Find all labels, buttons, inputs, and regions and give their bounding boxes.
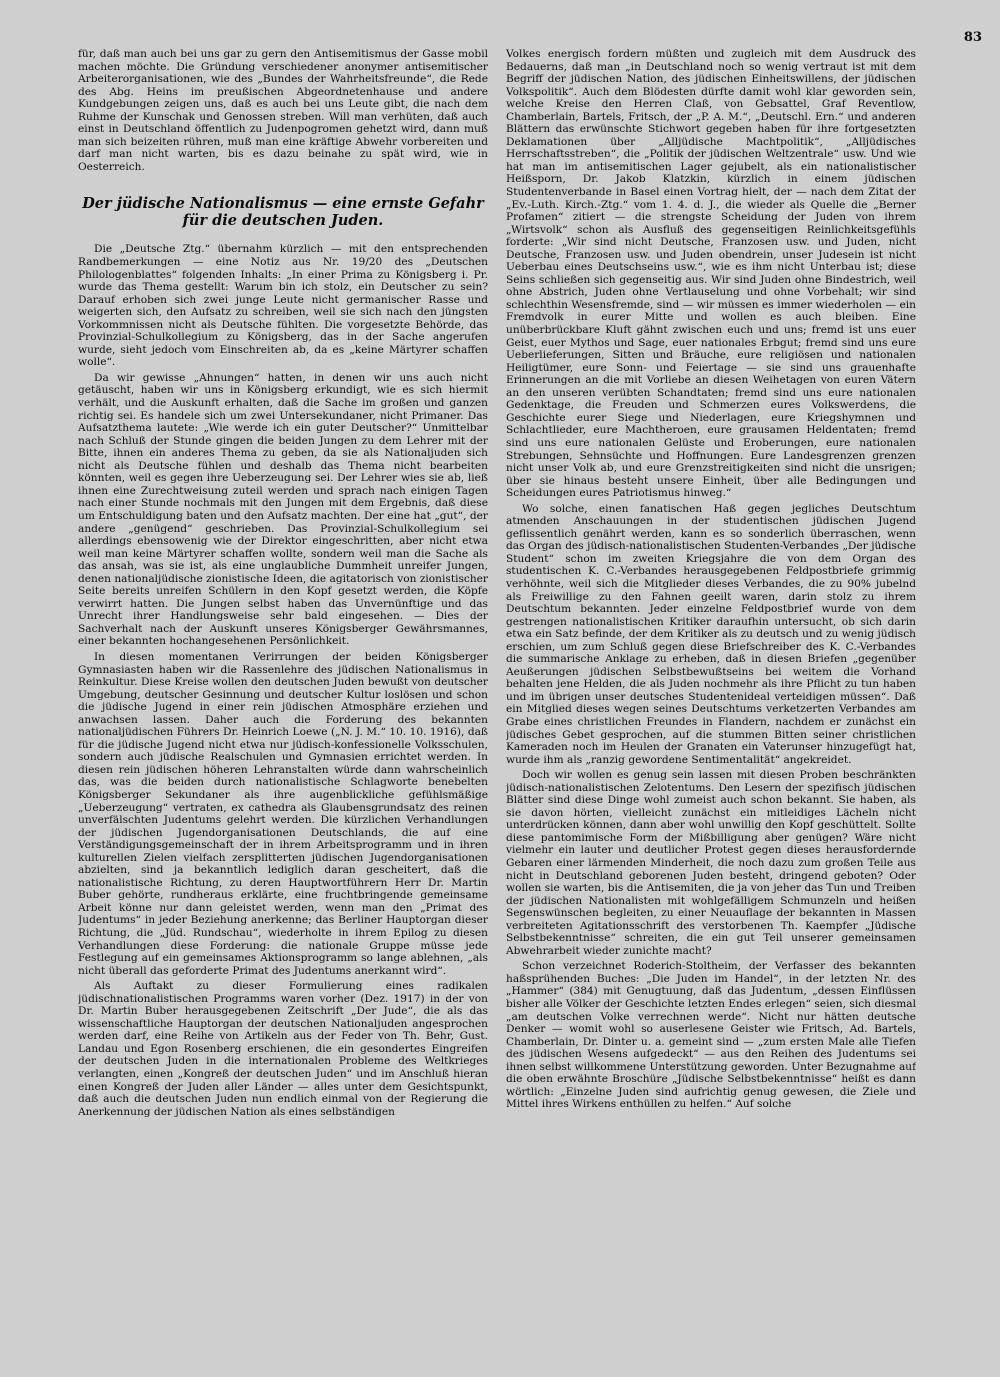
left-column [78, 48, 488, 1368]
article-heading [78, 195, 488, 229]
paragraph: Volkes energisch fordern müßten und zugleich mit dem Ausdruck des Bedauerns, daß man „in Deutschland noch so wenig vertraut ist mit dem Begriff der jüdischen Nation, des jüdischen Einheitswillens, der jüdischen Volkspolitik“. Auch dem Blödesten dürfte damit wohl klar geworden sein, welche Kreise den Herren Claß, von Gebsattel, Graf Reventlow, Chamberlain, Bartels, Fritsch, der „P. A. M.“, „Deutschl. Ern.“ und anderen Blättern das erwünschte Stichwort gegeben haben für ihre fortgesetzten Deklamationen über „Alljüdische Machtpolitik“, „Alljüdisches Herrschaftsstreben“, die „Politik der jüdischen Weltzentrale“ usw. Und wie hat man im antisemitischen Lager gejubelt, als ein nationalistischer Heißsporn, Dr. Jakob Klatzkin, kürzlich in einem jüdischen Studentenverbande in Basel einen Vortrag hielt, der — nach dem Zitat der „Ev.-Luth. Kirch.-Ztg.“ vom 1. 4. d. J., die wieder als Quelle die „Berner Profamen“ zitiert — die strengste Scheidung der Juden von ihrem „Wirtsvolk“ schon als Ausfluß des gegenseitigen Reinlichkeitsgefühls forderte: „Wir sind nicht Deutsche, Franzosen usw. und Juden, nicht Deutsche, Franzosen usw. und Juden obendrein, unser Judesein ist nicht Ueberbau eines Deutschseins usw.“, wie es ihm nicht Unterbau ist; diese Seins schließen sich gegenseitig aus. Wir sind Juden ohne Bindestrich, weil ohne Abstrich, Juden ohne Vertlauselung und ohne Vorbehalt; wir sind schlechthin Wesensfremde, sind — wir müssen es immer wiederholen — ein Fremdvolk in eurer Mitte und wollen es auch bleiben. Eine unüberbrückbare Kluft gähnt zwischen euch und uns; fremd ist uns euer Geist, euer Mythos und Sage, euer nationales Erbgut; fremd sind uns eure Ueberlieferungen, Sitten und Bräuche, eure religiösen und nationalen Heiligtümer, eure Sonn- und Feiertage — sie sind uns grauenhafte Erinnerungen an die mit Vorliebe an diesen Weihetagen von euren Vätern an den unseren verübten Schandtaten; fremd sind uns eure nationalen Gedenktage, die Freuden und Schmerzen eures Volkswerdens, die Geschichte eurer Siege und Niederlagen, eure Kriegshymnen und Schlachtlieder, eure Machtheroen, eure grausamen Heldentaten; fremd sind uns eure nationalen Gelüste und Eroberungen, eure nationalen Strebungen, Sehnsüchte und Hoffnungen. Eure Landesgrenzen grenzen nicht unser Volk ab, und eure Grenzstreitigkeiten sind nicht die unsrigen; über sie hinaus besteht unsere Einheit, über alle Bedingungen und Scheidungen eures Patriotismus hinweg.“ [506, 48, 916, 500]
paragraph: In diesen momentanen Verirrungen der beiden Königsberger Gymnasiasten haben wir die Rassenlehre des jüdischen Nationalismus in Reinkultur. Diese Kreise wollen den deutschen Juden bewußt von deutscher Umgebung, deutscher Gesinnung und deutscher Kultur loslösen und schon die jüdische Jugend in einer rein jüdischen Atmosphäre erziehen und anwachsen lassen. Daher auch die Forderung des bekannten nationaljüdischen Führers Dr. Heinrich Loewe („N. J. M.“ 10. 10. 1916), daß für die jüdische Jugend nicht etwa nur jüdisch-konfessionelle Volksschulen, sondern auch jüdische Realschulen und Gymnasien errichtet werden. In diesen rein jüdischen höheren Lehranstalten würde dann wahrscheinlich das, was die beiden durch nationalistische Schlagworte benebelten Königsberger Sekundaner als ihre augenblickliche gefühlsmäßige „Ueberzeugung“ vertraten, ex cathedra als Glaubensgrundsatz des reinen unverfälschten Judentums gelehrt werden. Die kürzlichen Verhandlungen der jüdischen Jugendorganisationen Deutschlands, die auf eine Verständigungsgemeinschaft der in ihrem Arbeitsprogramm und in ihren kulturellen Zielen vielfach zersplitterten jüdischen Jugendorganisationen abzielten, sind ja bekanntlich lediglich daran gescheitert, daß die nationalistische Richtung, zu deren Hauptwortführern Herr Dr. Martin Buber gehörte, rundheraus erklärte, eine fruchtbringende gemeinsame Arbeit könne nur dann geleistet werden, wenn man den „Primat des Judentums“ in jeder Beziehung anerkenne; das Berliner Hauptorgan dieser Richtung, die „Jüd. Rundschau“, wiederholte in ihrem Epilog zu diesen Verhandlungen diese Forderung: die nationale Gruppe müsse jede Festlegung auf ein gemeinsames Aktionsprogramm so lange ablehnen, „als nicht überall das geforderte Primat des Judentums anerkannt wird“. [78, 650, 488, 977]
paragraph: Die „Deutsche Ztg.“ übernahm kürzlich — mit den entsprechenden Randbemerkungen — eine Notiz aus Nr. 19/20 des „Deutschen Philologenblattes“ folgenden Inhalts: „In einer Prima zu Königsberg i. Pr. wurde das Thema gestellt: Warum bin ich stolz, ein Deutscher zu sein? Darauf erhoben sich zwei junge Leute nicht germanischer Rasse und weigerten sich, den Aufsatz zu schreiben, weil sie sich nach den jüngsten Vorkommnissen nicht als Deutsche fühlten. Die vorgesetzte Behörde, das Provinzial-Schulkollegium zu Königsberg, das in der Sache angerufen wurde, sieht jedoch vom Einschreiten ab, da es „keine Märtyrer schaffen wolle“. [78, 243, 488, 369]
paragraph: Wo solche, einen fanatischen Haß gegen jegliches Deutschtum atmenden Anschauungen in der studentischen jüdischen Jugend geflissentlich genährt werden, kann es so sonderlich überraschen, wenn das Organ des jüdisch-nationalistischen Studenten-Verbandes „Der jüdische Student“ schon im zweiten Kriegsjahre die von dem Organ des studentischen K. C.-Verbandes herausgegebenen Feldpostbriefe grimmig verhöhnte, weil sich die Mitglieder dieses Verbandes, die zu 90% jubelnd als Freiwillige zu den Fahnen geeilt waren, darin stolz zu ihrem Deutschtum bekannten. Jeder einzelne Feldpostbrief wurde von dem gestrengen nationalistischen Kritiker daraufhin untersucht, ob sich darin etwa ein Satz befinde, der dem Kritiker als zu deutsch und zu wenig jüdisch erschien, um zum Schluß gegen diese Briefschreiber des K. C.-Verbandes die summarische Anklage zu erheben, daß in diesen Briefen „gegenüber Aeußerungen jüdischen Selbstbewußtseins bei weitem die Vorhand behalten jene Helden, die als Juden nochmehr als ihre Pflicht zu tun haben und im übrigen unser deutsches Studentenideal verteidigen müssen“. Daß ein Mitglied dieses wegen seines Deutschtums verketzerten Verbandes am Grabe eines christlichen Freundes in Flandern, nachdem er zunächst ein jüdisches Gebet gesprochen, auf die stummen Bitten seiner christlichen Kameraden noch im Heulen der Granaten ein Vaterunser hinzugefügt hat, wurde ihm als „ranzig gewordene Sentimentalität“ angekreidet. [506, 502, 916, 766]
right-column [506, 48, 916, 1368]
paragraph: Da wir gewisse „Ahnungen“ hatten, in denen wir uns auch nicht getäuscht, haben wir uns in Königsberg erkundigt, wie es sich hiermit verhält, und die Auskunft erhalten, daß die Sache im großen und ganzen richtig sei. Es handele sich um zwei Untersekundaner, nicht Primaner. Das Aufsatzthema lautete: „Wie werde ich ein guter Deutscher?“ Unmittelbar nach Schluß der Stunde gingen die beiden Jungen zu dem Lehrer mit der Bitte, ihnen ein anderes Thema zu geben, da sie als Nationaljuden sich nicht als Deutsche fühlen und deshalb das Thema nicht bearbeiten könnten, weil es gegen ihre Ueberzeugung sei. Der Lehrer wies sie ab, ließ ihnen eine Zurechtweisung zuteil werden und sprach nach einigen Tagen nach einer Stunde nochmals mit den Jungen mit dem Ergebnis, daß diese um Entschuldigung baten und den Aufsatz machten. Der eine hat „gut“, der andere „genügend“ geschrieben. Das Provinzial-Schulkollegium sei allerdings ebensowenig wie der Direktor eingeschritten, aber nicht etwa weil man keine Märtyrer schaffen wollte, sondern weil man die Sache als das ansah, was sie ist, als eine unglaubliche Dummheit unreifer Jungen, denen nationaljüdische zionistische Ideen, die agitatorisch von zionistischer Seite bereits unreifen Schülern in den Kopf gesetzt werden, die Köpfe verwirrt hatten. Die Jungen selbst haben das Unvernünftige und das Unrecht ihrer Handlungsweise sehr bald eingesehen. — Dies der Sachverhalt nach der Auskunft unseres Königsberger Gewährsmannes, einer bekannten hochangesehenen Persönlichkeit. [78, 371, 488, 648]
page-number: 83 [963, 30, 982, 45]
intro-paragraph: für, daß man auch bei uns gar zu gern den Antisemitismus der Gasse mobil machen möchte. Die Gründung verschiedener anonymer antisemitischer Arbeiterorganisationen, wie des „Bundes der Wahrheitsfreunde“, die Rede des Abg. Heins im preußischen Abgeordnetenhause und andere Kundgebungen zeigen uns, daß es auch bei uns Leute gibt, die nach dem Ruhme der Kunschak und Genossen streben. Will man verhüten, daß auch einst in Deutschland öffentlich zu Judenpogromen gehetzt wird, dann muß man sich beizeiten rühren, muß man eine kräftige Abwehr vorbereiten und darf man nicht warten, bis es dazu beinahe zu spät wird, wie in Oesterreich. [78, 48, 488, 173]
paragraph: Schon verzeichnet Roderich-Stoltheim, der Verfasser des bekannten haßsprühenden Buches: „Die Juden im Handel“, in der letzten Nr. des „Hammer“ (384) mit Genugtuung, daß das Judentum, „dessen Einflüssen bisher alle Völker der Geschichte letzten Endes erlegen“ seien, sich diesmal „am deutschen Volke verrechnen werde“. Nicht nur hätten deutsche Denker — womit wohl so auserlesene Geister wie Fritsch, Ad. Bartels, Chamberlain, Dr. Dinter u. a. gemeint sind — „zum ersten Male alle Tiefen des jüdischen Wesens aufgedeckt“ — aus den Reihen des Judentums sei ihnen selbst willkommene Unterstützung geworden. Unter Bezugnahme auf die oben erwähnte Broschüre „Jüdische Selbstbekenntnisse“ heißt es dann wörtlich: „Einzelne Juden sind aufrichtig genug gewesen, die Ziele und Mittel ihres Wirkens enthüllen zu helfen.“ Auf solche [506, 960, 916, 1111]
paragraph: Als Auftakt zu dieser Formulierung eines radikalen jüdischnationalistischen Programms waren vorher (Dez. 1917) in der von Dr. Martin Buber herausgegebenen Zeitschrift „Der Jude“, die als das wissenschaftliche Hauptorgan der deutschen Nationaljuden angesprochen werden darf, eine Reihe von Artikeln aus der Feder von Th. Behr, Gust. Landau und Egon Rosenberg erschienen, die ein gesondertes Eingreifen der deutschen Juden in die internationalen Probleme des Weltkrieges verlangten, einen „Kongreß der deutschen Juden“ und im Anschluß hieran einen Kongreß der Juden aller Länder — alles unter dem Gesichtspunkt, daß auch die deutschen Juden nun endlich einmal von der Regierung die Anerkennung der jüdischen Nation als eines selbständigen [78, 980, 488, 1118]
article-heading-line-1: Der jüdische Nationalismus — eine ernste Gefahr [82, 195, 484, 213]
article-heading-line-2: für die deutschen Juden. [182, 212, 384, 230]
paragraph: Doch wir wollen es genug sein lassen mit diesen Proben beschränkten jüdisch-nationalistischen Zelotentums. Den Lesern der spezifisch jüdischen Blätter sind diese Dinge wohl zumeist auch schon bekannt. Sie haben, als sie davon hörten, vielleicht zunächst ein mitleidiges Lächeln nicht unterdrücken können, dann aber wohl unwillig den Kopf geschüttelt. Sollte diese pantomimische Form der Mißbilligung aber genügen? Wäre nicht vielmehr ein lauter und deutlicher Protest gegen dieses herausfordernde Gebaren einer lärmenden Minderheit, die noch dazu zum großen Teile aus nicht in Deutschland geborenen Juden besteht, dringend geboten? Oder wollen sie warten, bis die Antisemiten, die ja von jeher das Tun und Treiben der jüdischen Nationalisten mit wohlgefälligem Schmunzeln und heißen Segenswünschen begleiten, zu einer Neuauflage der bekannten in Massen verbreiteten Agitationsschrift des verstorbenen Th. Kaempfer „Jüdische Selbstbekenntnisse“ schreiten, die ein gut Teil unserer gemeinsamen Abwehrarbeit wieder zunichte macht? [506, 769, 916, 957]
